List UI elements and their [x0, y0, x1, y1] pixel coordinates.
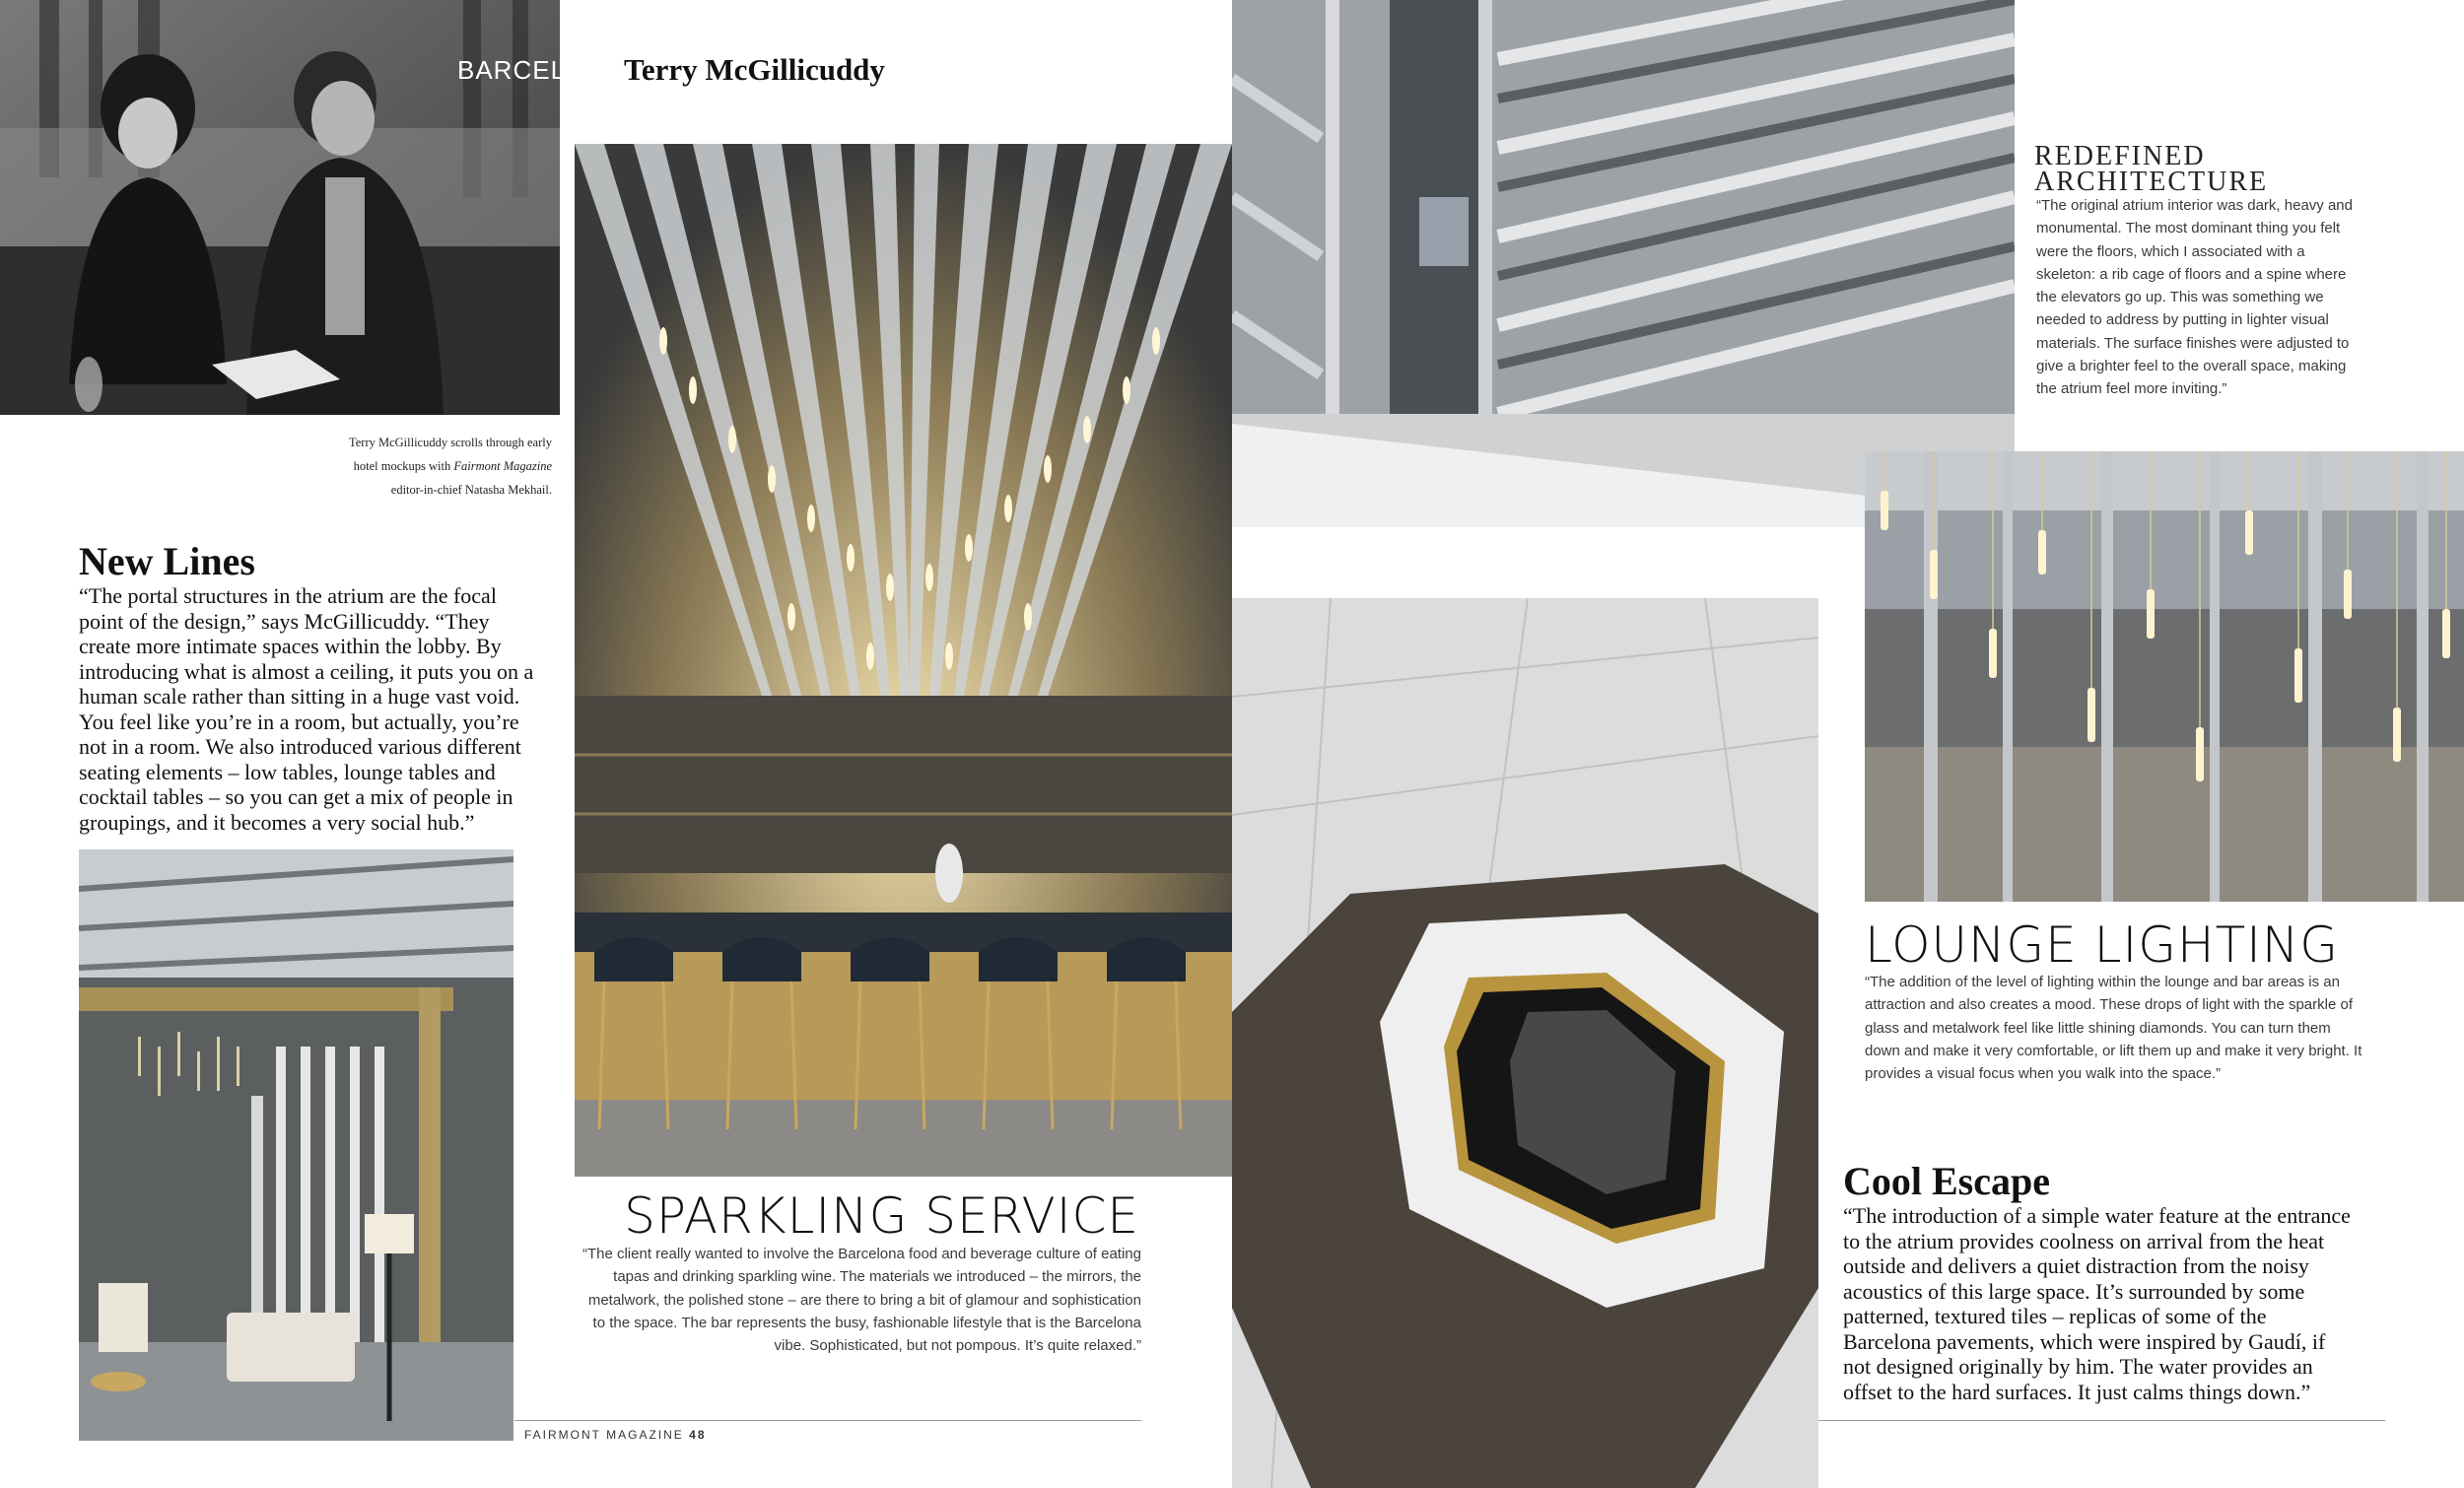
caption-line-3: editor-in-chief Natasha Mekhail.	[390, 483, 552, 497]
photo-caption	[246, 431, 552, 502]
caption-magazine-name: Fairmont Magazine	[453, 459, 552, 473]
new-lines-heading: New Lines	[79, 539, 255, 583]
lobby-photo	[79, 849, 513, 1441]
atrium-photo	[1232, 0, 2015, 527]
lounge-lighting-body: “The addition of the level of lighting within the lounge and bar areas is an attraction and also creates a mood. These drops of light with the sparkle of glass and metalwork feel like little shining diamonds. You can turn them down and make it very comfortable, or lift them up and make it very bright. It provides a visual focus when you walk into the space.”	[1865, 974, 2362, 1083]
footer-magazine-name: FAIRMONT MAGAZINE	[524, 1428, 684, 1442]
redefined-architecture-heading	[2034, 141, 2269, 197]
page-number: 48	[689, 1428, 707, 1442]
author-name: Terry McGillicuddy	[624, 52, 885, 87]
lounge-lighting-heading: LOUNGE LIGHTING	[1865, 916, 2340, 974]
pendant-lights-photo	[1865, 451, 2464, 902]
sparkling-service-body: “The client really wanted to involve the Barcelona food and beverage culture of eating tapas and drinking sparkling wine. The materials we introduced – the mirrors, the metalwork, the polished stone – are there to bring a bit of glamour and sophistication to the space. The bar represents the busy, fashionable lifestyle that is the Barcelona vibe. Sophisticated, but not pompous. It’s quite relaxed.”	[582, 1246, 1141, 1355]
section-label: BARCELONA	[457, 55, 625, 85]
redefined-architecture-body: “The original atrium interior was dark, heavy and monumental. The most dominant thing you felt were the floors, which I associated with a skeleton: a rib cage of floors and a spine where the elevators go up. This was something we needed to address by putting in lighter visual materials. The surface finishes were adjusted to give a brighter feel to the overall space, making the atrium feel more inviting.”	[2036, 197, 2353, 398]
sparkling-service-heading: SPARKLING SERVICE	[624, 1187, 1139, 1245]
footer	[524, 1428, 707, 1442]
caption-line-2: hotel mockups with Fairmont Magazine	[353, 459, 552, 473]
water-feature-photo	[1232, 598, 1818, 1488]
cool-escape-body: “The introduction of a simple water feature at the entrance to the atrium provides coolness on arrival from the heat outside and delivers a quiet distraction from the noisy acoustics of this large space. It’s surrounded by some patterned, textured tiles – replicas of some of the Barcelona pavements, which were inspired by Gaudí, if not designed originally by him. The water provides an offset to the hard surfaces. It just calms things down.”	[1843, 1203, 2351, 1404]
footer-rule-right	[1818, 1420, 2385, 1421]
caption-line-1: Terry McGillicuddy scrolls through early	[348, 436, 552, 449]
cool-escape-heading: Cool Escape	[1843, 1159, 2050, 1203]
new-lines-body: “The portal structures in the atrium are the focal point of the design,” says McGillicuddy. “They create more intimate spaces within the lobby. By introducing what is almost a ceiling, it puts you on a human scale rather than sitting in a huge vast void. You feel like you’re in a room, but actually, you’re not in a room. We also introduced various different seating elements – low tables, lounge tables and cocktail tables – so you can get a mix of people in groupings, and it becomes a very social hub.”	[79, 583, 534, 835]
footer-rule	[514, 1420, 1141, 1421]
redefined-heading-line-2: ARCHITECTURE	[2034, 167, 2269, 197]
bar-photo	[575, 144, 1232, 1177]
redefined-heading-line-1: REDEFINED	[2034, 141, 2206, 171]
